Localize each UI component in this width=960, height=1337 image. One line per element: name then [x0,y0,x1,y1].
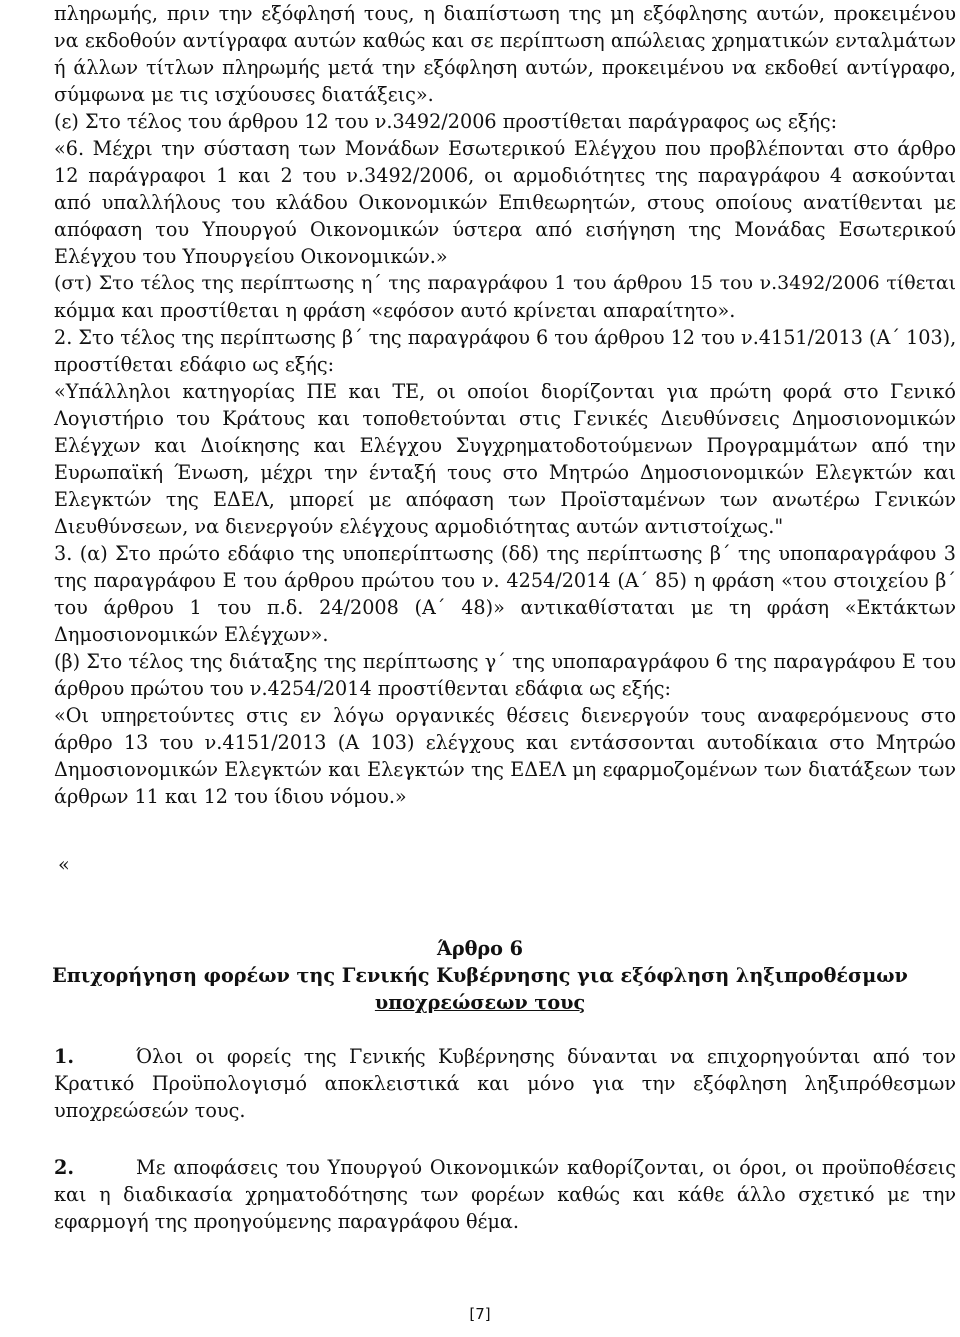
text-line: (στ) Στο τέλος της περίπτωσης η΄ της παραγράφου 1 του άρθρου 15 του ν.3492/2006 τίθεται [54,272,956,294]
paragraph-2-line3: εφαρμογή της προηγούμενης παραγράφου θέμα. [54,1210,519,1233]
text-line: να εκδοθούν αντίγραφα αυτών καθώς και σε περίπτωση απώλειας χρηματικών ενταλμάτων [54,29,956,52]
paragraph-1-number: 1. [54,1045,75,1068]
article-title-line1: Επιχορήγηση φορέων της Γενικής Κυβέρνησης για εξόφληση ληξιπροθέσμων [52,964,908,987]
text-line: ή άλλων τίτλων πληρωμής μετά την εξόφληση αυτών, προκειμένου να εκδοθεί αντίγραφο, [54,56,956,79]
paragraph-1-line3: υποχρεώσεών τους. [54,1099,246,1122]
text-line: Ελέγχου του Υπουργείου Οικονομικών.» [54,245,448,268]
text-line: «Οι υπηρετούντες στις εν λόγω οργανικές θέσεις διενεργούν τους αναφερόμενους στο [54,704,956,727]
paragraph-1-text: Όλοι οι φορείς της Γενικής Κυβέρνησης δύνανται να επιχορηγούνται από τον [136,1045,956,1068]
text-line: άρθρου πρώτου του ν.4254/2014 προστίθενται εδάφια ως εξής: [54,677,671,700]
text-line: «6. Μέχρι την σύσταση των Μονάδων Εσωτερικού Ελέγχου που προβλέπονται στο άρθρο [54,137,956,160]
paragraph-1-line1 [54,1043,956,1070]
text-line: Ευρωπαϊκή Ένωση, μέχρι την ένταξή τους στο Μητρώο Δημοσιονομικών Ελεγκτών και [54,461,956,484]
text-line: 3. (α) Στο πρώτο εδάφιο της υποπερίπτωσης (δδ) της περίπτωσης β΄ της υποπαραγράφου 3 [54,542,956,565]
text-line: κόμμα και προστίθεται η φράση «εφόσον αυτό κρίνεται απαραίτητο». [54,299,736,322]
text-line: απόφαση του Υπουργού Οικονομικών ύστερα από εισήγηση της Μονάδας Εσωτερικού [54,218,956,241]
text-line: άρθρο 13 του ν.4151/2013 (Α 103) ελέγχους και εντάσσονται αυτοδίκαια στο Μητρώο [54,731,956,754]
article-heading: Άρθρο 6 [436,937,524,960]
paragraph-2-line1 [54,1154,956,1181]
text-line: 2. Στο τέλος της περίπτωσης β΄ της παραγράφου 6 του άρθρου 12 του ν.4151/2013 (Α΄ 103), [54,326,957,349]
paragraph-1-line2: Κρατικό Προϋπολογισμό αποκλειστικά και μόνο για την εξόφληση ληξιπρόθεσμων [54,1072,956,1095]
text-line: «Υπάλληλοι κατηγορίας ΠΕ και ΤΕ, οι οποίοι διορίζονται για πρώτη φορά στο Γενικό [54,380,956,403]
text-line: σύμφωνα με τις ισχύουσες διατάξεις». [54,83,434,106]
paragraph-2-number: 2. [54,1156,75,1179]
paragraph-2-line2: και η διαδικασία χρηματοδότησης των φορέων καθώς και κάθε άλλο σχετικό με την [54,1183,956,1206]
text-line: (ε) Στο τέλος του άρθρου 12 του ν.3492/2006 προστίθεται παράγραφος ως εξής: [54,110,838,133]
text-line: από υπαλλήλους του κλάδου Οικονομικών Επιθεωρητών, στους οποίους ανατίθενται με [54,191,956,214]
text-line: Λογιστήριο του Κράτους και τοποθετούνται στις Γενικές Διευθύνσεις Δημοσιονομικών [54,407,956,430]
article-title-line2: υποχρεώσεων τους [374,991,586,1014]
text-line: Ελεγκτών της ΕΔΕΛ, μπορεί με απόφαση των Προϊσταμένων των ανωτέρω Γενικών [54,488,956,511]
text-line: Δημοσιονομικών Ελεγκτών και Ελεγκτών της ΕΔΕΛ μη εφαρμοζομένων των διατάξεων των [54,758,956,781]
stray-quote: « [58,853,70,876]
text-line: του άρθρου 1 του π.δ. 24/2008 (Α΄ 48)» αντικαθίσταται με τη φράση «Εκτάκτων [54,596,956,619]
text-line: Διευθύνσεων, να διενεργούν ελέγχους αρμοδιότητας αυτών αντιστοίχως." [54,515,784,538]
text-line: άρθρων 11 και 12 του ίδιου νόμου.» [54,785,407,808]
text-line: 12 παράγραφοι 1 και 2 του ν.3492/2006, οι αρμοδιότητες της παραγράφου 4 ασκούνται [54,164,956,187]
paragraph-2-text: Με αποφάσεις του Υπουργού Οικονομικών καθορίζονται, οι όροι, οι προϋποθέσεις [136,1156,956,1179]
text-line: Ελέγχων και Διοίκησης και Ελέγχου Συγχρηματοδοτούμενων Προγραμμάτων από την [54,434,956,457]
text-line: (β) Στο τέλος της διάταξης της περίπτωσης γ΄ της υποπαραγράφου 6 της παραγράφου Ε του [54,650,956,673]
text-line: προστίθεται εδάφιο ως εξής: [54,353,335,376]
page-number: [7] [469,1305,491,1323]
text-line: Δημοσιονομικών Ελέγχων». [54,623,329,646]
text-line: της παραγράφου Ε του άρθρου πρώτου του ν. 4254/2014 (Α΄ 85) η φράση «του στοιχείου β΄ [54,569,956,592]
text-line: πληρωμής, πριν την εξόφλησή τους, η διαπίστωση της μη εξόφλησης αυτών, προκειμένου [54,2,956,25]
